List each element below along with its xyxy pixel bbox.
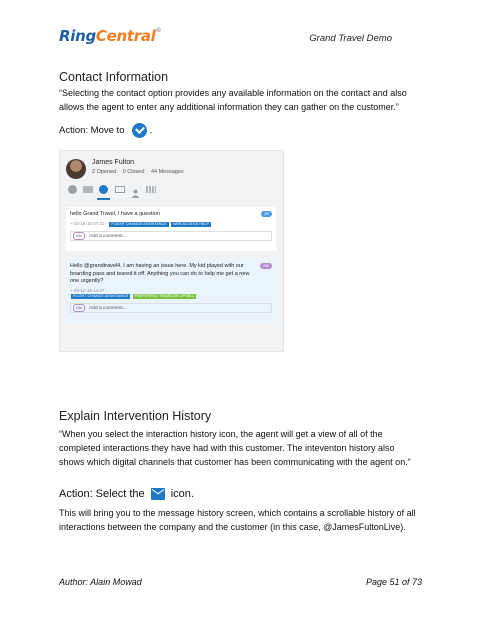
check-icon[interactable] bbox=[99, 185, 108, 194]
section-heading-intervention-history: Explain Intervention History bbox=[59, 409, 212, 423]
card-icon[interactable] bbox=[83, 186, 93, 193]
interaction-meta: ~ 03-12-15 14:47 · FLIGHT CHANGE ASSISTANCE PREFERRED TRAVELER UPSELL bbox=[70, 287, 195, 298]
active-tab-indicator bbox=[97, 198, 110, 200]
status-badge: AM bbox=[260, 263, 272, 269]
person-icon[interactable] bbox=[131, 185, 140, 194]
comment-placeholder: Add a comment... bbox=[89, 234, 127, 239]
mail-icon[interactable] bbox=[115, 186, 125, 193]
agent-badge: AM bbox=[73, 304, 85, 312]
section-heading-contact-information: Contact Information bbox=[59, 70, 169, 84]
agent-badge: AM bbox=[73, 232, 85, 240]
category-tag: FLIGHT CHANGE ASSISTANCE bbox=[73, 293, 129, 298]
avatar bbox=[66, 159, 86, 179]
contact-panel-screenshot bbox=[59, 150, 284, 352]
comment-field[interactable] bbox=[70, 231, 272, 241]
mail-icon bbox=[151, 488, 165, 500]
interaction-message: hello Grand Travel, I have a question bbox=[70, 211, 160, 217]
category-tag: FLIGHT CHANGE ASSISTANCE bbox=[111, 221, 167, 226]
status-badge: JR bbox=[261, 211, 272, 217]
closed-count: 0 Closed bbox=[122, 169, 145, 175]
comment-field[interactable] bbox=[70, 303, 272, 313]
intervention-history-paragraph: “When you select the interaction history icon, the agent will get a view of all of the completed interactions they have had with this customer. The inteventon history also shows which digital channels that customer has been communicating with the agent on.” bbox=[59, 429, 411, 467]
action-move-to: Action: Move to . bbox=[59, 123, 152, 138]
action-select-icon: Action: Select the icon. bbox=[59, 488, 194, 500]
ringcentral-logo: RingCentral® bbox=[59, 27, 162, 45]
document-header-title: Grand Travel Demo bbox=[309, 33, 392, 44]
contact-information-paragraph: “Selecting the contact option provides any available information on the contact and also allows the agent to enter any additional information they can gather on the customer.” bbox=[59, 88, 407, 112]
message-history-paragraph: This will bring you to the message history screen, which contains a scrollable history of all interactions between the company and the customer (in this case, @JamesFultonLive). bbox=[59, 508, 416, 532]
contact-name: James Fulton bbox=[92, 159, 135, 166]
opened-count: 2 Opened bbox=[92, 169, 117, 175]
contact-stats bbox=[92, 169, 189, 175]
interaction-card[interactable] bbox=[66, 259, 276, 323]
interaction-meta: ~ 03-18-15 07:31 · FLIGHT CHANGE ASSISTANCE WEB ACCESS HELP bbox=[70, 220, 210, 226]
comment-placeholder: Add a comment... bbox=[89, 306, 127, 311]
grid-icon[interactable] bbox=[146, 186, 156, 193]
footer-author: Author: Alain Mowad bbox=[59, 577, 142, 587]
messages-count: 44 Messages bbox=[150, 169, 184, 175]
category-tag: PREFERRED TRAVELER UPSELL bbox=[134, 293, 195, 298]
info-icon[interactable] bbox=[68, 185, 77, 194]
interaction-card[interactable] bbox=[66, 207, 276, 251]
category-tag: WEB ACCESS HELP bbox=[173, 221, 210, 226]
footer-page-number: Page 51 of 73 bbox=[366, 577, 423, 587]
contact-check-icon bbox=[132, 123, 147, 138]
interaction-message: Hello @grandtravel4, I am having an issue here. My kid played with our boarding pass and teared it off. Anything you can do to help me get a new one urgently? bbox=[70, 263, 250, 284]
contact-tab-bar bbox=[68, 185, 188, 199]
